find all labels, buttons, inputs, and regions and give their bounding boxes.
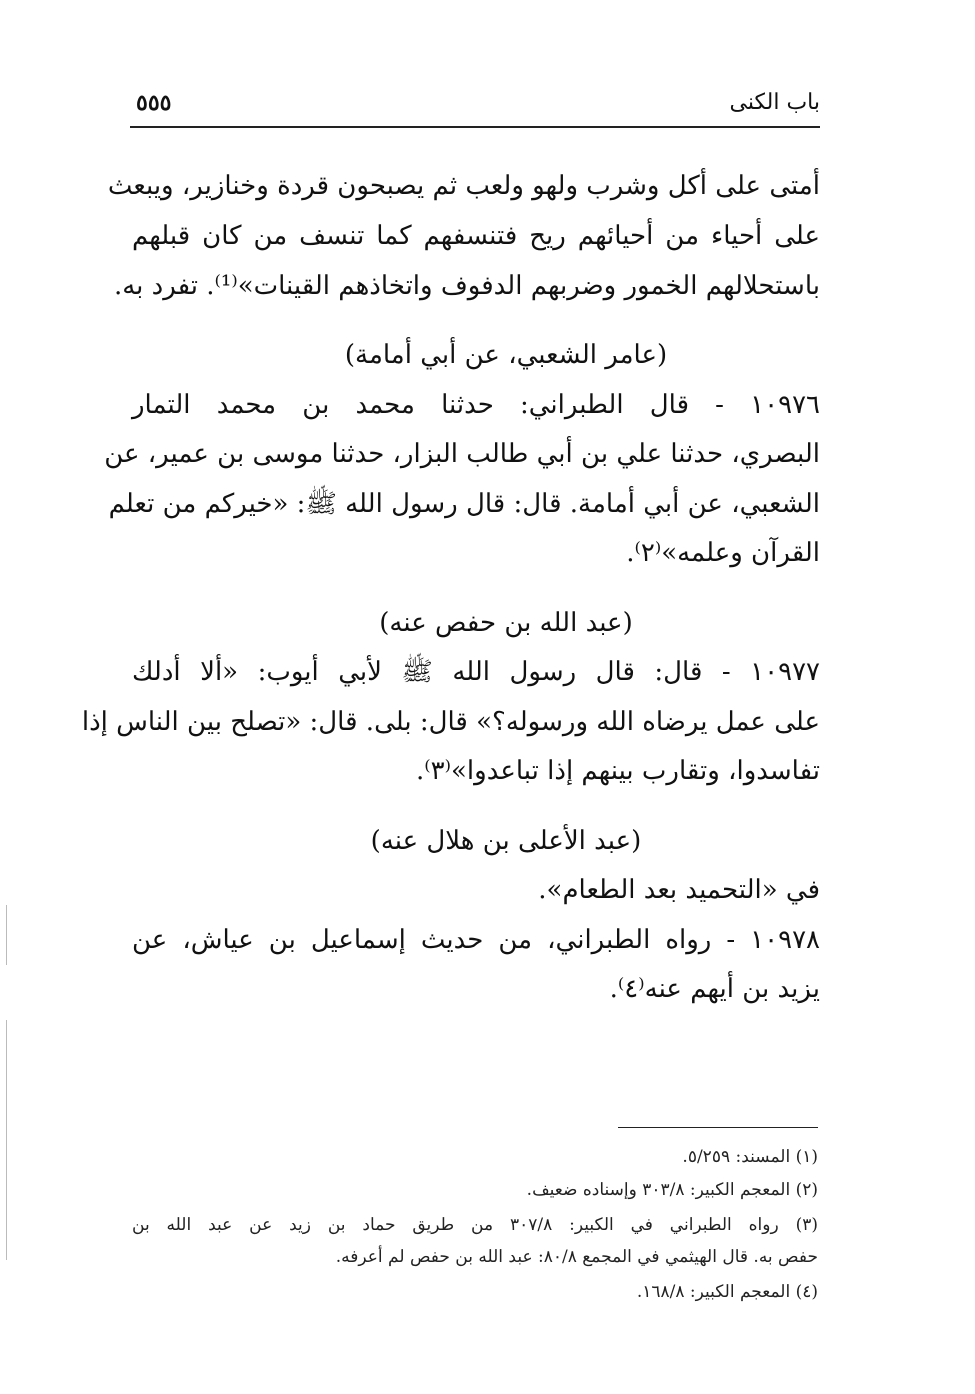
section-heading: (عبد الأعلى بن هلال عنه) [370,826,642,856]
chapter-title: باب الكنى [729,90,820,115]
hadith-line: في «التحميد بعد الطعام». [538,875,820,905]
page-number: ٥٥٥ [136,90,172,116]
hadith-line: يزيد بن أيهم عنه⁽٤⁾. [609,974,820,1004]
body-line: باستحلالهم الخمور وضربهم الدفوف واتخاذهم القينات»⁽¹⁾. تفرد به. [113,271,820,301]
scan-margin-mark [6,1020,7,1260]
hadith-line: على عمل يرضاه الله ورسوله؟» قال: بلى. قال: «تصلح بين الناس إذا [81,707,820,737]
hadith-line: القرآن وعلمه»⁽٢⁾. [626,538,820,568]
hadith-line: تفاسدوا، وتقارب بينهم إذا تباعدوا»⁽٣⁾. [416,756,820,786]
body-line: أمتى على أكل وشرب ولهو ولعب ثم يصبحون قردة وخنازير، ويبعث [107,171,820,201]
hadith-line: ١٠٩٧٨ - رواه الطبراني، من حديث إسماعيل بن عياش، عن [132,925,820,955]
hadith-line: ١٠٩٧٦ - قال الطبراني: حدثنا محمد بن محمد التمار [132,390,820,420]
footnote: (٢) المعجم الكبير: ٣٠٣/٨ وإسناده ضعيف. [526,1180,818,1200]
hadith-line: ١٠٩٧٧ - قال: قال رسول الله ﷺ لأبي أيوب: «ألا أدلك [132,657,820,687]
footnote: حفص به. قال الهيثمي في المجمع ٨٠/٨: عبد الله بن حفص لم أعرفه. [335,1247,818,1267]
section-heading: (عامر الشعبي، عن أبي أمامة) [344,340,668,370]
footnote: (٤) المعجم الكبير: ١٦٨/٨. [636,1282,818,1302]
scan-margin-mark [6,905,7,965]
footnote-separator [618,1127,818,1128]
section-heading: (عبد الله بن حفص عنه) [379,608,633,638]
body-line: على أحياء من أحيائهم ريح فتنسفهم كما تنسف من كان قبلهم [132,221,820,251]
footnote: (٣) رواه الطبراني في الكبير: ٣٠٧/٨ من طريق حماد بن زيد عن عبد الله بن [132,1215,818,1235]
footnote: (١) المسند: ٥/٢٥٩. [682,1147,818,1167]
hadith-line: البصري، حدثنا علي بن أبي طالب البزار، حدثنا موسى بن عمير، عن [104,439,820,469]
page-header [130,88,820,128]
hadith-line: الشعبي، عن أبي أمامة. قال: قال رسول الله ﷺ: «خيركم من تعلم [108,489,820,519]
